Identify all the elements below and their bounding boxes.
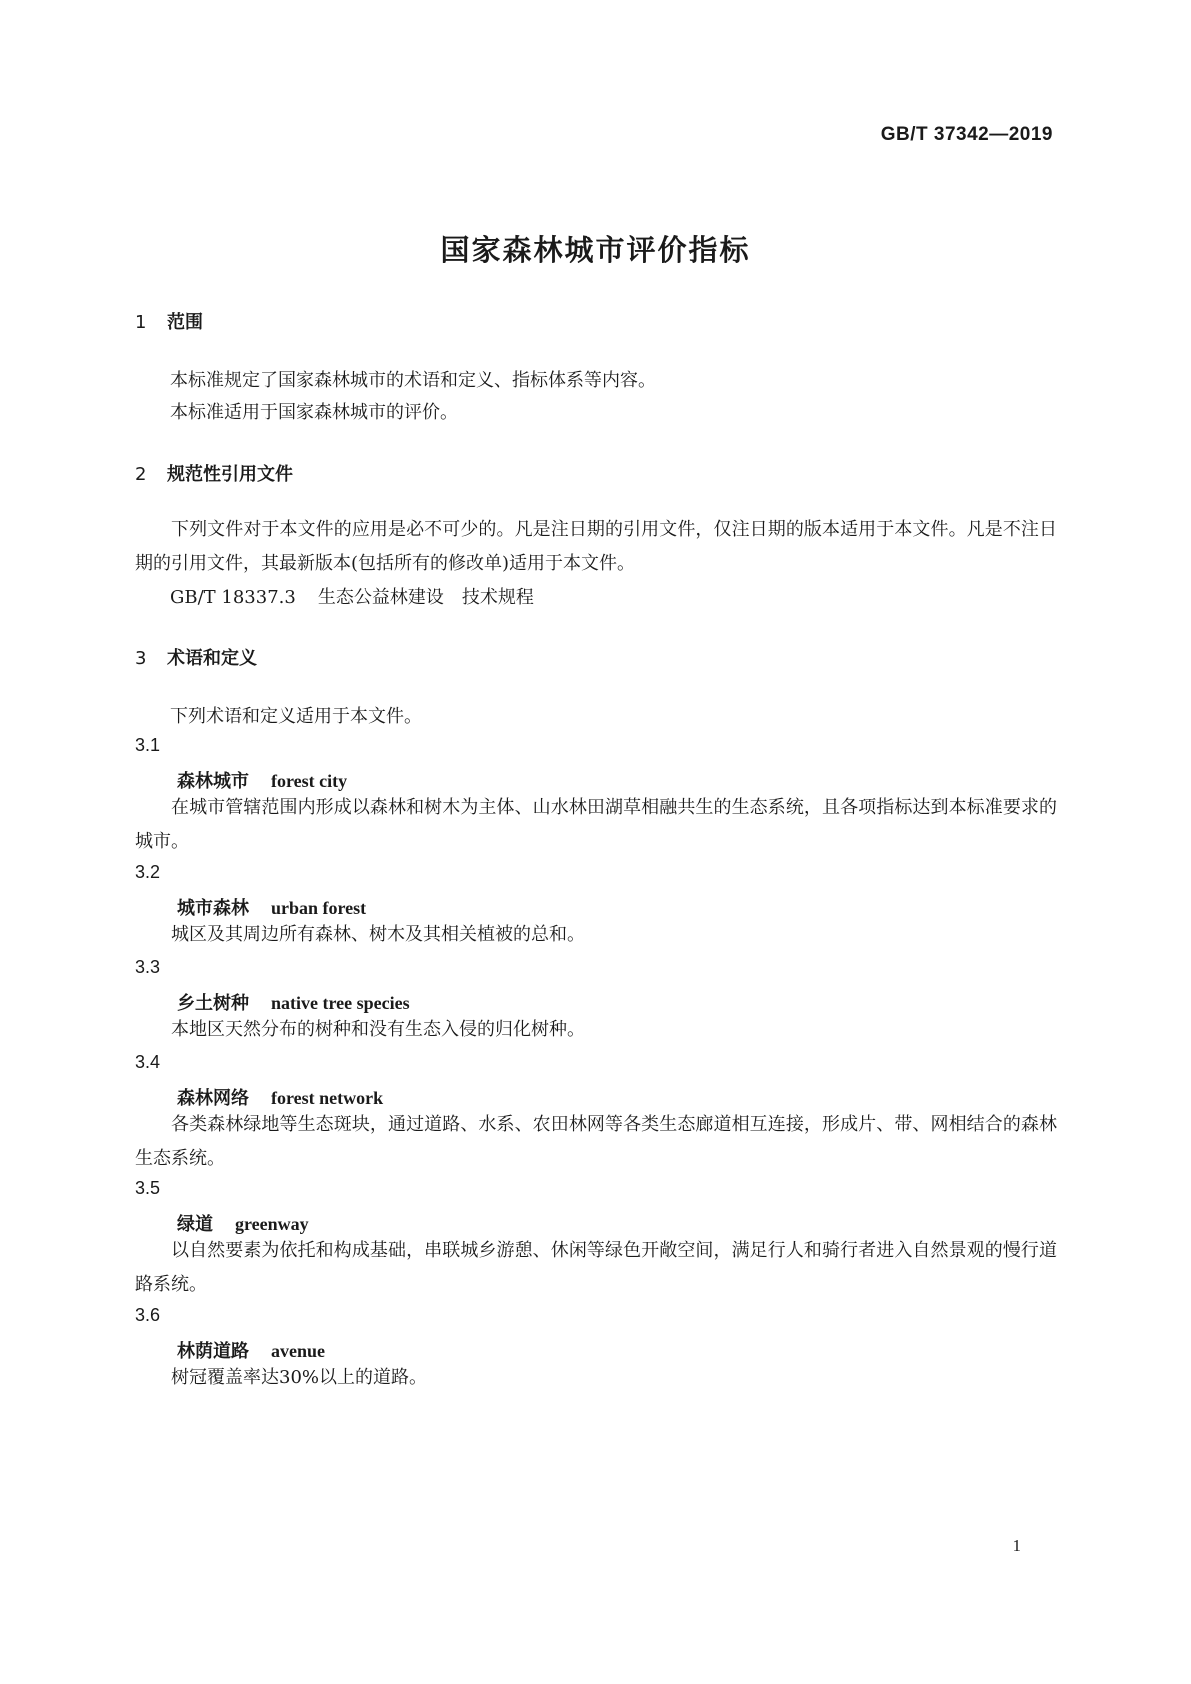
term-en: forest network (271, 1088, 384, 1108)
term-definition: 树冠覆盖率达30%以上的道路。 (171, 1367, 428, 1388)
section-number: 3 (135, 648, 147, 669)
term-definition: 在城市管辖范围内形成以森林和树木为主体、山水林田湖草相融共生的生态系统，且各项指标达到本标准要求的城市。 (135, 797, 1057, 852)
term-en: greenway (235, 1214, 309, 1234)
term-zh: 森林网络 (177, 1088, 249, 1109)
clause-number: 3.3 (135, 957, 161, 977)
term-en: native tree species (271, 993, 410, 1013)
reference-title: 生态公益林建设 技术规程 (317, 587, 534, 608)
section-3-heading (135, 644, 257, 670)
term-entry (177, 894, 366, 920)
term-entry (177, 767, 347, 793)
term-zh: 绿道 (177, 1214, 213, 1235)
term-entry (177, 1084, 383, 1110)
paragraph: 下列术语和定义适用于本文件。 (170, 706, 422, 727)
section-title: 范围 (167, 312, 203, 333)
section-title: 规范性引用文件 (167, 464, 293, 485)
term-zh: 乡土树种 (177, 993, 249, 1014)
section-number: 2 (135, 464, 147, 485)
term-definition: 以自然要素为依托和构成基础，串联城乡游憩、休闲等绿色开敞空间，满足行人和骑行者进入自然景观的慢行道路系统。 (135, 1240, 1057, 1295)
term-zh: 林荫道路 (177, 1341, 249, 1362)
term-entry (177, 989, 410, 1015)
section-1-heading (135, 308, 203, 334)
clause-number: 3.4 (135, 1052, 161, 1072)
term-definition: 本地区天然分布的树种和没有生态入侵的归化树种。 (171, 1019, 585, 1040)
term-en: forest city (271, 771, 348, 791)
term-entry (177, 1210, 309, 1236)
normative-reference (170, 583, 534, 609)
standard-code: GB/T 37342—2019 (880, 124, 1053, 145)
section-title: 术语和定义 (167, 648, 257, 669)
paragraph: 本标准规定了国家森林城市的术语和定义、指标体系等内容。 (170, 370, 656, 391)
clause-number: 3.1 (135, 735, 161, 755)
reference-code: GB/T 18337.3 (170, 587, 296, 608)
document-title: 国家森林城市评价指标 (440, 233, 751, 267)
paragraph: 下列文件对于本文件的应用是必不可少的。凡是注日期的引用文件，仅注日期的版本适用于本文件。凡是不注日期的引用文件，其最新版本(包括所有的修改单)适用于本文件。 (135, 519, 1057, 574)
term-en: urban forest (271, 898, 367, 918)
page-number: 1 (1012, 1536, 1021, 1555)
term-definition: 各类森林绿地等生态斑块，通过道路、水系、农田林网等各类生态廊道相互连接，形成片、带、网相结合的森林生态系统。 (135, 1114, 1057, 1169)
term-definition: 城区及其周边所有森林、树木及其相关植被的总和。 (171, 924, 585, 945)
term-en: avenue (271, 1341, 325, 1361)
term-zh: 城市森林 (177, 898, 249, 919)
clause-number: 3.6 (135, 1305, 161, 1325)
section-number: 1 (135, 312, 147, 333)
term-entry (177, 1337, 325, 1363)
section-2-heading (135, 460, 293, 486)
paragraph: 本标准适用于国家森林城市的评价。 (170, 402, 458, 423)
clause-number: 3.5 (135, 1178, 161, 1198)
term-zh: 森林城市 (177, 771, 249, 792)
clause-number: 3.2 (135, 862, 161, 882)
